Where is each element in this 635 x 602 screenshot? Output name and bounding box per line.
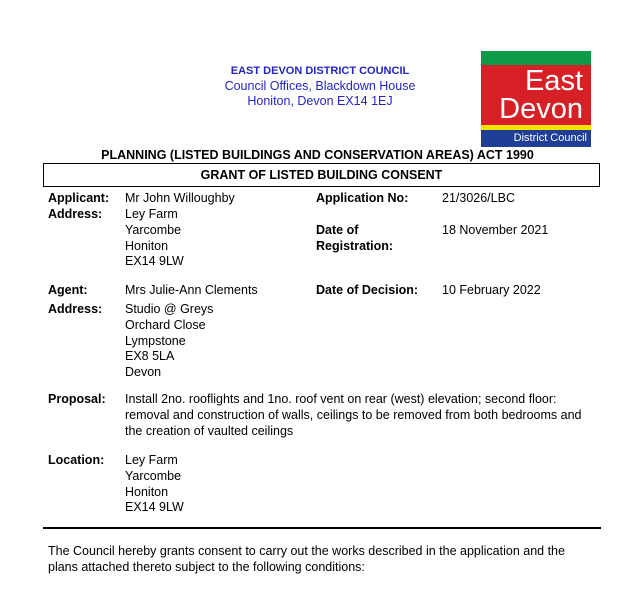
- registration-date: 18 November 2021: [442, 223, 549, 237]
- location-line: Yarcombe: [125, 468, 182, 483]
- logo-text-devon: Devon: [499, 93, 583, 125]
- logo-green-band: [481, 51, 591, 65]
- logo-text-east: East: [524, 65, 583, 97]
- decision-date: 10 February 2022: [442, 283, 541, 297]
- consent-title: GRANT OF LISTED BUILDING CONSENT: [43, 163, 600, 187]
- agent-address: [125, 302, 213, 381]
- agent-name: Mrs Julie-Ann Clements: [125, 283, 258, 297]
- location-line: Ley Farm: [125, 453, 178, 467]
- registration-label: [316, 223, 393, 255]
- act-title: PLANNING (LISTED BUILDINGS AND CONSERVATION AREAS) ACT 1990: [101, 148, 534, 162]
- address-line: Honiton, Devon EX14 1EJ: [247, 94, 393, 108]
- agent-address-label: Address:: [48, 302, 103, 316]
- council-header: [180, 64, 460, 109]
- registration-label-line: Registration:: [316, 238, 394, 253]
- east-devon-logo: [481, 51, 591, 147]
- application-number: 21/3026/LBC: [442, 191, 515, 205]
- applicant-address-line: Yarcombe: [125, 222, 182, 237]
- applicant-address-line: Ley Farm: [125, 207, 178, 221]
- decision-label: Date of Decision:: [316, 283, 419, 297]
- applicant-address-line: EX14 9LW: [125, 254, 184, 269]
- proposal-label: Proposal:: [48, 392, 106, 406]
- location-line: EX14 9LW: [125, 500, 184, 515]
- application-number-label: Application No:: [316, 191, 409, 205]
- agent-address-line: Studio @ Greys: [125, 302, 214, 316]
- grant-statement: The Council hereby grants consent to carry out the works described in the application and the plans attached thereto subject to the following conditions:: [48, 544, 565, 574]
- agent-address-line: Lympstone: [125, 333, 186, 348]
- proposal-text: Install 2no. rooflights and 1no. roof vent on rear (west) elevation; second floor: removal and construction of walls, ceilings to be removed from both bedrooms and the creation of vaulted ceilings: [125, 392, 582, 438]
- applicant-address-line: Honiton: [125, 238, 169, 253]
- location-label: Location:: [48, 453, 105, 467]
- applicant-address-label: Address:: [48, 207, 103, 221]
- office-line: Council Offices, Blackdown House: [224, 79, 416, 93]
- registration-label-line: Date of: [316, 223, 359, 237]
- section-divider: [43, 527, 601, 529]
- agent-address-line: EX8 5LA: [125, 349, 175, 364]
- applicant-address: [125, 207, 184, 270]
- applicant-label: Applicant:: [48, 191, 110, 205]
- agent-address-line: Devon: [125, 365, 162, 380]
- agent-address-line: Orchard Close: [125, 317, 206, 332]
- location-line: Honiton: [125, 484, 169, 499]
- agent-label: Agent:: [48, 283, 88, 297]
- council-name: EAST DEVON DISTRICT COUNCIL: [230, 65, 410, 77]
- applicant-name: Mr John Willoughby: [125, 191, 235, 205]
- location-lines: [125, 453, 184, 516]
- logo-text-district: District Council: [513, 132, 587, 144]
